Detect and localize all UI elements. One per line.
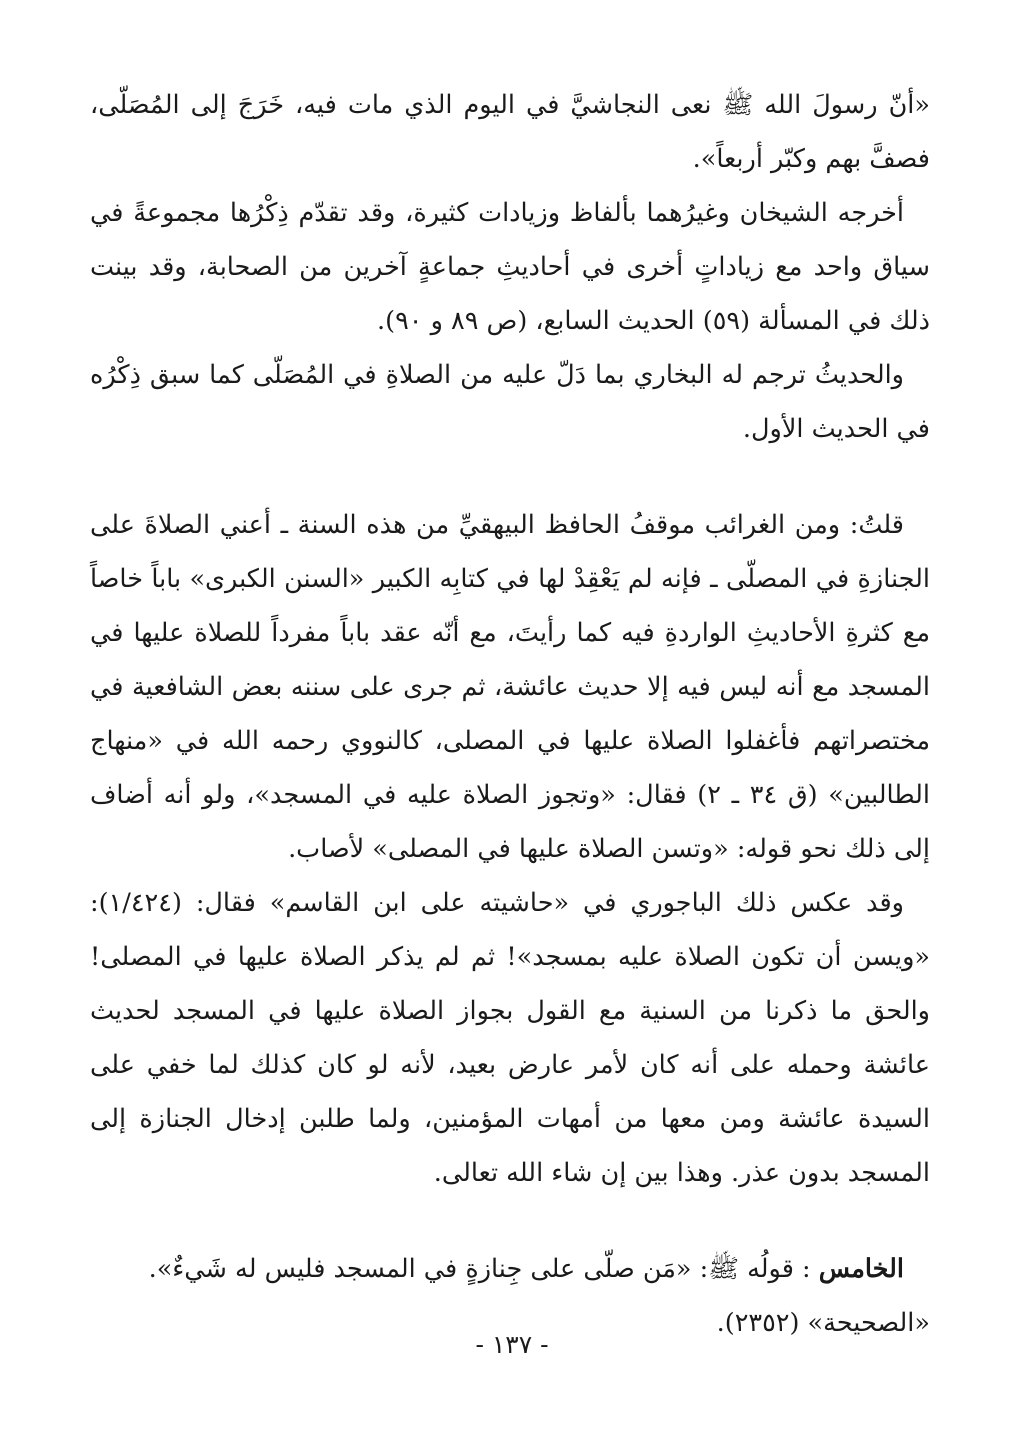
takhrij-paragraph: أخرجه الشيخان وغيرُهما بألفاظ وزيادات كثيرة، وقد تقدّم ذِكْرُها مجموعةً في سياق واحد مع زياداتٍ أخرى في أحاديثِ جماعةٍ آخرين من الصحابة، وقد بينت ذلك في المسألة (٥٩) الحديث السابع، (ص ٨٩ و ٩٠). — [90, 198, 930, 336]
commentary-paragraph: قلتُ: ومن الغرائب موقفُ الحافظ البيهقيِّ من هذه السنة ـ أعني الصلاةَ على الجنازةِ في المصلّى ـ فإنه لم يَعْقِدْ لها في كتابِه الكبير «السنن الكبرى» باباً خاصاً مع كثرةِ الأحاديثِ الواردةِ فيه كما رأيتَ، مع أنّه عقد باباً مفرداً للصلاة عليها في المسجد مع أنه ليس فيه إلا حديث عائشة، ثم جرى على سننه بعض الشافعية في مختصراتهم فأغفلوا الصلاة عليها في المصلى، كالنووي رحمه الله في «منهاج الطالبين» (ق ٣٤ ـ ٢) فقال: «وتجوز الصلاة عليه في المسجد»، ولو أنه أضاف إلى ذلك نحو قوله: «وتسن الصلاة عليها في المصلى» لأصاب. — [90, 510, 931, 864]
fifth-source: «الصحيحة» (٢٣٥٢). — [716, 1308, 930, 1338]
fifth-text: : قولُه ﷺ: «مَن صلّى على جِنازةٍ في المسجد فليس له شَيءٌ». — [148, 1254, 811, 1284]
fifth-hadith-paragraph — [90, 1242, 930, 1296]
page-body — [90, 78, 930, 1350]
bukhari-paragraph: والحديثُ ترجم له البخاري بما دَلّ عليه من الصلاةِ في المُصَلّى كما سبق ذِكْرُه في الحديث الأول. — [90, 360, 930, 444]
fifth-label: الخامس — [818, 1254, 904, 1284]
page-number: - ١٣٧ - — [475, 1330, 549, 1359]
hadith-quote-paragraph: «أنّ رسولَ الله ﷺ نعى النجاشيَّ في اليوم الذي مات فيه، خَرَجَ إلى المُصَلّى، فصفَّ بهم وكبّر أربعاً». — [90, 90, 930, 174]
bajuri-paragraph: وقد عكس ذلك الباجوري في «حاشيته على ابن القاسم» فقال: (١/٤٢٤): «ويسن أن تكون الصلاة عليه بمسجد»! ثم لم يذكر الصلاة عليها في المصلى! والحق ما ذكرنا من السنية مع القول بجواز الصلاة عليها في المسجد لحديث عائشة وحمله على أنه كان لأمر عارض بعيد، لأنه لو كان كذلك لما خفي على السيدة عائشة ومن معها من أمهات المؤمنين، ولما طلبن إدخال الجنازة إلى المسجد بدون عذر. وهذا بين إن شاء الله تعالى. — [90, 888, 930, 1188]
